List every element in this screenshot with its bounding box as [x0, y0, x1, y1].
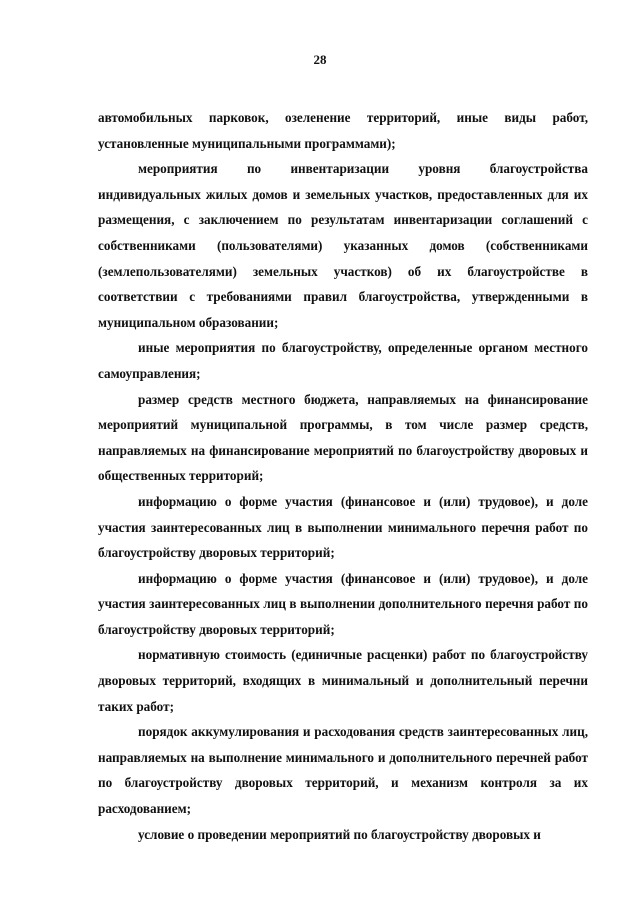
page-number: 28	[313, 52, 327, 67]
paragraph: иные мероприятия по благоустройству, определенные органом местного самоуправления;	[98, 340, 588, 381]
paragraph: размер средств местного бюджета, направляемых на финансирование мероприятий муниципальной программы, в том числе размер средств, направляемых на финансирование мероприятий по благоустройству дворовых и общественных территорий;	[98, 391, 588, 484]
paragraph: порядок аккумулирования и расходования средств заинтересованных лиц, направляемых на выполнение минимального и дополнительного перечней работ по благоустройству дворовых территорий, и механизм контроля за их расходованием;	[98, 724, 588, 817]
paragraph: информацию о форме участия (финансовое и (или) трудовое), и доле участия заинтересованных лиц в выполнении минимального перечня работ по благоустройству дворовых территорий;	[98, 493, 588, 561]
paragraph-continuation: автомобильных парковок, озеленение территорий, иные виды работ, установленные муниципальными программами);	[98, 110, 588, 151]
paragraph: нормативную стоимость (единичные расценки) работ по благоустройству дворовых территорий, входящих в минимальный и дополнительный перечни таких работ;	[98, 647, 588, 714]
paragraph: условие о проведении мероприятий по благоустройству дворовых и	[138, 826, 541, 842]
paragraph: мероприятия по инвентаризации уровня благоустройства индивидуальных жилых домов и земельных участков, предоставленных для их размещения, с заключением по результатам инвентаризации соглашений с собственниками (пользователями) указанных домов (собственниками (землепользователями) земельных участков) об их благоустройстве в соответствии с требованиями правил благоустройства, утвержденными в муниципальном образовании;	[98, 161, 588, 330]
paragraph: информацию о форме участия (финансовое и (или) трудовое), и доле участия заинтересованных лиц в выполнении дополнительного перечня работ по благоустройству дворовых территорий;	[98, 570, 588, 637]
document-body	[98, 105, 588, 847]
